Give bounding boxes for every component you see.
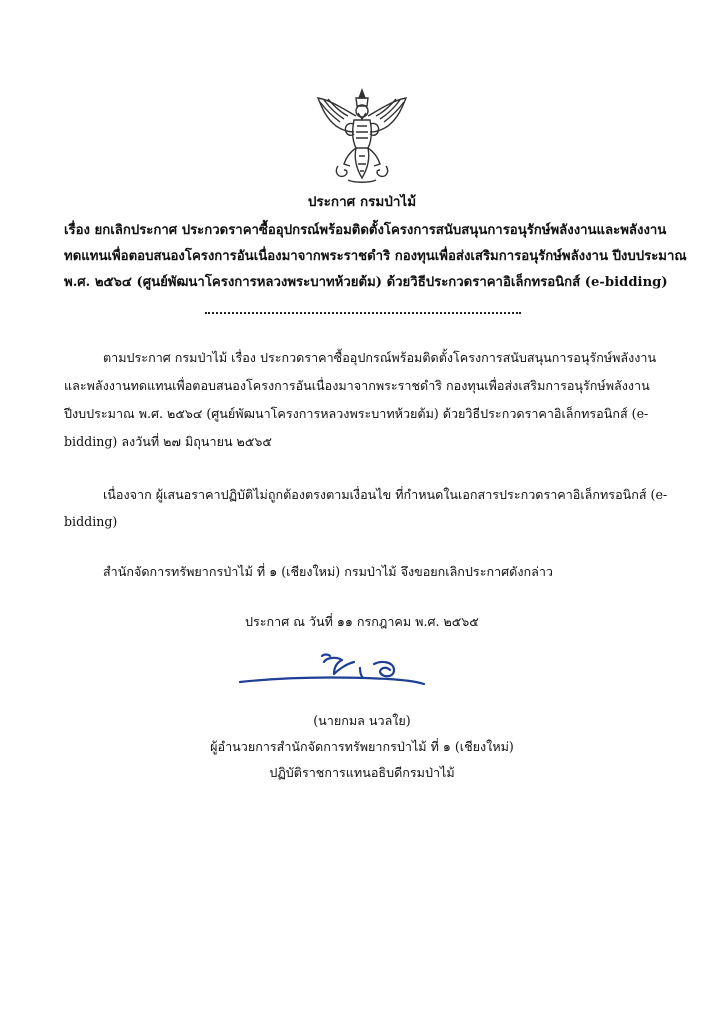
subject-line: เรื่อง ยกเลิกประกาศ ประกวดราคาซื้ออุปกรณ์พร้อมติดตั้งโครงการสนับสนุนการอนุรักษ์พลังงานและพลังงาน	[64, 223, 667, 238]
subject-line: ทดแทนเพื่อตอบสนองโครงการอันเนื่องมาจากพระราชดำริ กองทุนเพื่อส่งเสริมการอนุรักษ์พลังงาน ปีงบประมาณ	[64, 249, 687, 264]
paragraph-1-line: ปีงบประมาณ พ.ศ. ๒๕๖๔ (ศูนย์พัฒนาโครงการหลวงพระบาทห้วยต้ม) ด้วยวิธีประกวดราคาอิเล็กทรอนิกส์ (e-	[64, 406, 649, 421]
signer-acting-for: ปฏิบัติราชการแทนอธิบดีกรมป่าไม้	[269, 765, 455, 780]
dotted-divider	[205, 312, 521, 314]
paragraph-1-line: bidding) ลงวันที่ ๒๗ มิถุนายน ๒๕๖๕	[64, 434, 272, 449]
announcement-title: ประกาศ กรมป่าไม้	[307, 194, 417, 210]
signer-name: (นายกมล นวลใย)	[313, 713, 411, 728]
announcement-date: ประกาศ ณ วันที่ ๑๑ กรกฎาคม พ.ศ. ๒๕๖๕	[245, 614, 479, 629]
signer-position: ผู้อำนวยการสำนักจัดการทรัพยากรป่าไม้ ที่ ๑ (เชียงใหม่)	[210, 739, 514, 754]
paragraph-1-line: ตามประกาศ กรมป่าไม้ เรื่อง ประกวดราคาซื้ออุปกรณ์พร้อมติดตั้งโครงการสนับสนุนการอนุรักษ์พลังงาน	[103, 350, 657, 365]
paragraph-1-line: และพลังงานทดแทนเพื่อตอบสนองโครงการอันเนื่องมาจากพระราชดำริ กองทุนเพื่อส่งเสริมการอนุรักษ์พลังงาน	[64, 378, 650, 393]
handwritten-signature	[238, 648, 430, 692]
paragraph-2-line: bidding)	[64, 514, 118, 529]
paragraph-3-line: สำนักจัดการทรัพยากรป่าไม้ ที่ ๑ (เชียงใหม่) กรมป่าไม้ จึงขอยกเลิกประกาศดังกล่าว	[103, 564, 553, 579]
paragraph-2-line: เนื่องจาก ผู้เสนอราคาปฏิบัติไม่ถูกต้องตรงตามเงื่อนไข ที่กำหนดในเอกสารประกวดราคาอิเล็กทรอนิกส์ (e-	[103, 487, 668, 502]
garuda-emblem-icon	[312, 86, 412, 186]
subject-line: พ.ศ. ๒๕๖๔ (ศูนย์พัฒนาโครงการหลวงพระบาทห้วยต้ม) ด้วยวิธีประกวดราคาอิเล็กทรอนิกส์ (e-bidding)	[64, 275, 668, 290]
